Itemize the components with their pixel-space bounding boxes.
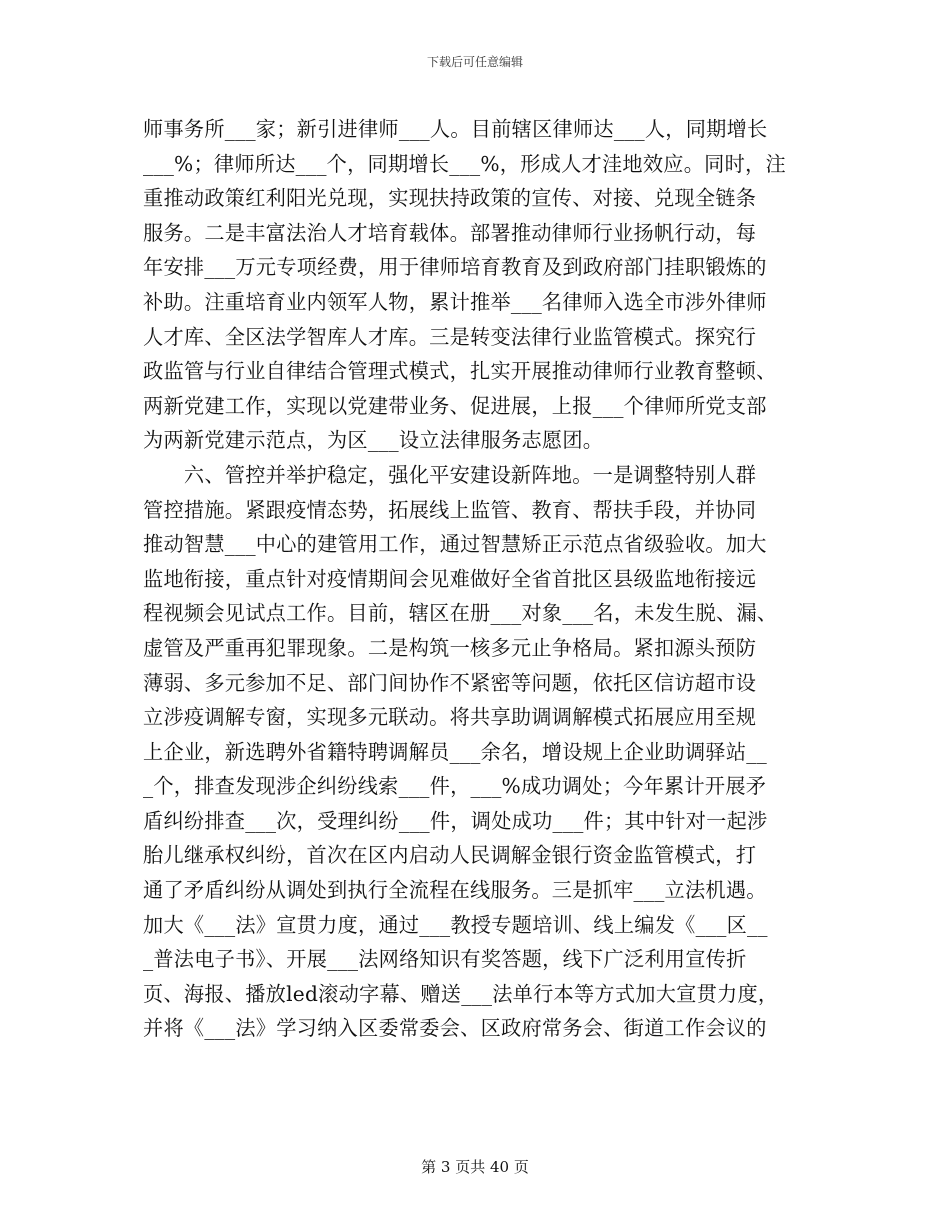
text-line: 重推动政策红利阳光兑现，实现扶持政策的宣传、对接、兑现全链条 <box>143 186 757 211</box>
text-line: 两新党建工作，实现以党建带业务、促进展，上报___个律师所党支部 <box>143 393 767 418</box>
text-line: 薄弱、多元参加不足、部门间协作不紧密等问题，依托区信访超市设 <box>143 670 757 695</box>
document-body <box>143 112 810 1046</box>
text-line: 立涉疫调解专窗，实现多元联动。将共享助调调解模式拓展应用至规 <box>143 705 757 730</box>
text-line: _个，排查发现涉企纠纷线索___件，___%成功调处；今年累计开展矛 <box>143 774 767 799</box>
text-line: ___%；律师所达___个，同期增长___%，形成人才洼地效应。同时，注 <box>143 151 786 176</box>
text-line: 师事务所___家；新引进律师___人。目前辖区律师达___人，同期增长 <box>143 117 768 141</box>
text-line: 盾纠纷排查___次，受理纠纷___件，调处成功___件；其中针对一起涉 <box>143 808 768 833</box>
text-line: 人才库、全区法学智库人才库。三是转变法律行业监管模式。探究行 <box>143 324 757 349</box>
text-line: 补助。注重培育业内领军人物，累计推举___名律师入选全市涉外律师 <box>143 289 767 314</box>
text-line: 年安排___万元专项经费，用于律师培育教育及到政府部门挂职锻炼的 <box>143 255 767 280</box>
text-line: 六、管控并举护稳定，强化平安建设新阵地。一是调整特别人群 <box>143 462 757 487</box>
text-line: 程视频会见试点工作。目前，辖区在册___对象___名，未发生脱、漏、 <box>143 601 778 626</box>
text-line: _普法电子书》、开展___法网络知识有奖答题，线下广泛利用宣传折 <box>143 947 747 972</box>
page-footer: 第 3 页共 40 页 <box>421 1158 529 1176</box>
page-header: 下载后可任意编辑 <box>426 55 523 69</box>
text-line: 管控措施。紧跟疫情态势，拓展线上监管、教育、帮扶手段，并协同 <box>143 497 757 522</box>
text-line: 监地衔接，重点针对疫情期间会见难做好全省首批区县级监地衔接远 <box>143 566 757 591</box>
text-line: 页、海报、播放led滚动字幕、赠送___法单行本等方式加大宣贯力度， <box>143 981 779 1006</box>
text-line: 上企业，新选聘外省籍特聘调解员___余名，增设规上企业助调驿站__ <box>143 739 767 764</box>
text-line: 推动智慧___中心的建管用工作，通过智慧矫正示范点省级验收。加大 <box>143 532 767 557</box>
text-line: 政监管与行业自律结合管理式模式，扎实开展推动律师行业教育整顿、 <box>143 359 777 384</box>
text-line: 并将《___法》学习纳入区委常委会、区政府常务会、街道工作会议的 <box>143 1016 767 1041</box>
text-line: 为两新党建示范点，为区___设立法律服务志愿团。 <box>143 428 604 453</box>
text-line: 虚管及严重再犯罪现象。二是构筑一核多元止争格局。紧扣源头预防 <box>143 635 757 660</box>
text-line: 胎儿继承权纠纷，首次在区内启动人民调解金银行资金监管模式，打 <box>143 843 757 868</box>
text-line: 通了矛盾纠纷从调处到执行全流程在线服务。三是抓牢___立法机遇。 <box>143 878 767 903</box>
text-line: 服务。二是丰富法治人才培育载体。部署推动律师行业扬帆行动，每 <box>143 220 757 245</box>
text-line: 加大《___法》宣贯力度，通过___教授专题培训、线上编发《___区__ <box>143 912 768 937</box>
